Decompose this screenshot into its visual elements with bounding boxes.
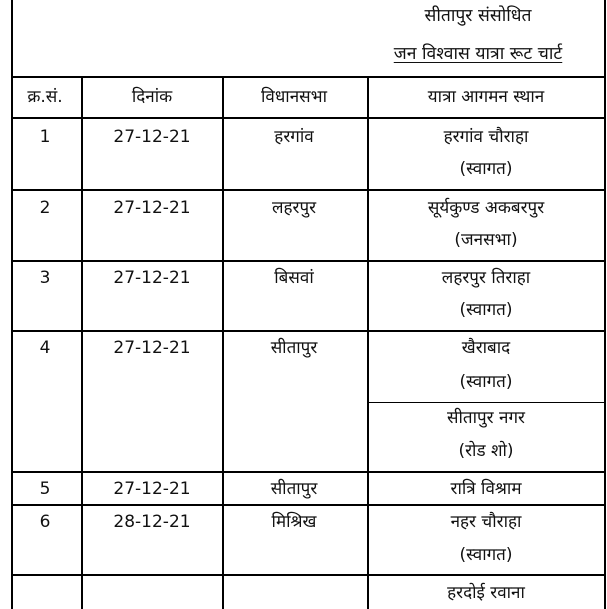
- table-border-left: [11, 0, 13, 609]
- row-divider: [11, 76, 606, 78]
- table-border-right: [604, 0, 606, 609]
- cell-sn: 4: [39, 338, 51, 358]
- cell-assembly: सीतापुर: [270, 338, 318, 358]
- column-header-sn: क्र.सं.: [27, 87, 63, 107]
- cell-date: 28-12-21: [113, 512, 191, 532]
- row-divider: [11, 471, 606, 473]
- cell-sn: 5: [39, 479, 51, 499]
- chart-subtitle: सीतापुर संसोधित: [424, 6, 532, 26]
- cell-place-note: (रोड शो): [458, 441, 514, 461]
- cell-sn: 2: [39, 198, 51, 218]
- row-divider: [11, 189, 606, 191]
- cell-date: 27-12-21: [113, 127, 191, 147]
- cell-place: हरदोई रवाना: [447, 583, 525, 603]
- cell-assembly: बिसवां: [274, 268, 314, 288]
- cell-sn: 6: [39, 512, 51, 532]
- cell-date: 27-12-21: [113, 268, 191, 288]
- table-border-col3: [367, 76, 369, 609]
- cell-place-note: (जनसभा): [454, 230, 518, 250]
- cell-place: सीतापुर नगर: [447, 408, 525, 428]
- row-divider: [11, 117, 606, 119]
- cell-assembly: हरगांव: [274, 127, 314, 147]
- row-divider: [11, 574, 606, 576]
- cell-sn: 3: [39, 268, 51, 288]
- cell-place: खैराबाद: [461, 338, 511, 358]
- cell-date: 27-12-21: [113, 198, 191, 218]
- cell-sn: 1: [39, 127, 51, 147]
- cell-place: हरगांव चौराहा: [443, 127, 529, 147]
- cell-place: रात्रि विश्राम: [450, 479, 522, 499]
- column-header-date: दिनांक: [131, 87, 173, 107]
- column-header-assembly: विधानसभा: [261, 87, 327, 107]
- cell-assembly: सीतापुर: [270, 479, 318, 499]
- row-divider-inner: [367, 402, 606, 403]
- column-header-place: यात्रा आगमन स्थान: [427, 87, 545, 107]
- table-border-col1: [81, 76, 83, 609]
- cell-place-note: (स्वागत): [459, 300, 513, 320]
- cell-assembly: मिश्रिख: [271, 512, 317, 532]
- table-border-col2: [222, 76, 224, 609]
- row-divider: [11, 330, 606, 332]
- cell-assembly: लहरपुर: [271, 198, 317, 218]
- cell-place-note: (स्वागत): [459, 159, 513, 179]
- row-divider: [11, 504, 606, 506]
- cell-place-note: (स्वागत): [459, 372, 513, 392]
- cell-place: नहर चौराहा: [450, 512, 522, 532]
- row-divider: [11, 260, 606, 262]
- cell-place-note: (स्वागत): [459, 545, 513, 565]
- cell-place: लहरपुर तिराहा: [441, 268, 531, 288]
- cell-date: 27-12-21: [113, 338, 191, 358]
- cell-date: 27-12-21: [113, 479, 191, 499]
- chart-title: जन विश्वास यात्रा रूट चार्ट: [393, 44, 563, 64]
- cell-place: सूर्यकुण्ड अकबरपुर: [427, 198, 545, 218]
